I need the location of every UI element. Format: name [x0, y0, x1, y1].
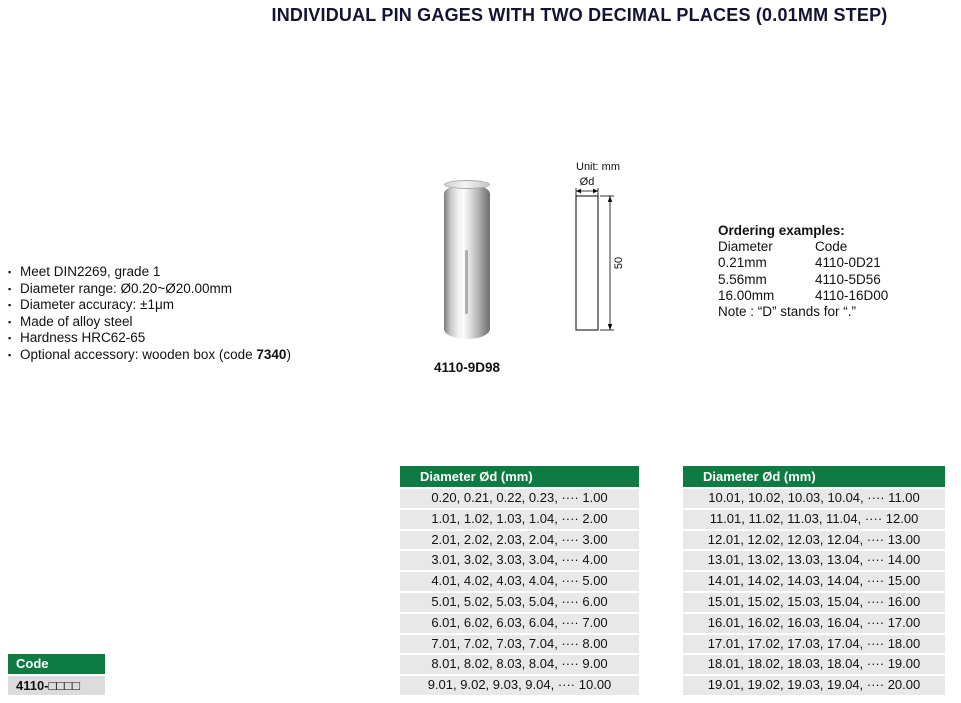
- pin-engraving-mark: [465, 250, 468, 314]
- table-row: 16.01, 16.02, 16.03, 16.04, ···· 17.00: [683, 614, 945, 633]
- feature-item: [8, 314, 291, 331]
- table-row: 3.01, 3.02, 3.03, 3.04, ···· 4.00: [400, 551, 639, 570]
- feature-text: [20, 347, 291, 364]
- table-row: 1.01, 1.02, 1.03, 1.04, ···· 2.00: [400, 510, 639, 529]
- table-row: 8.01, 8.02, 8.03, 8.04, ···· 9.00: [400, 655, 639, 674]
- table-row: 9.01, 9.02, 9.03, 9.04, ···· 10.00: [400, 676, 639, 695]
- table-header: Diameter Ød (mm): [683, 466, 945, 487]
- ordering-examples: [718, 223, 888, 320]
- unit-label: Unit: mm: [576, 161, 620, 173]
- bullet-square-icon: ▪: [8, 349, 12, 360]
- ordering-note: Note : “D” stands for “.”: [718, 304, 857, 320]
- ordering-col-code: Code: [815, 239, 848, 255]
- ordering-header-row: [718, 239, 888, 255]
- table-row: 7.01, 7.02, 7.03, 7.04, ···· 8.00: [400, 635, 639, 654]
- bullet-square-icon: ▪: [8, 283, 12, 294]
- feature-text: Hardness HRC62-65: [20, 330, 146, 345]
- dimension-diagram: [558, 158, 636, 348]
- ordering-row: [718, 272, 888, 288]
- feature-item: [8, 281, 291, 298]
- code-box-header: Code: [8, 654, 105, 674]
- table-row: 2.01, 2.02, 2.03, 2.04, ···· 3.00: [400, 531, 639, 550]
- ordering-col-diameter: Diameter: [718, 239, 773, 255]
- pin-top-face: [444, 180, 490, 189]
- table-row: 13.01, 13.02, 13.03, 13.04, ···· 14.00: [683, 551, 945, 570]
- ordering-diameter: 16.00mm: [718, 287, 775, 303]
- feature-text: Diameter range: Ø0.20~Ø20.00mm: [20, 280, 232, 296]
- ordering-row: [718, 255, 888, 271]
- product-code-label: 4110-9D98: [433, 360, 501, 375]
- feature-text-prefix: Optional accessory: wooden box (code: [20, 346, 257, 362]
- bullet-square-icon: ▪: [8, 267, 12, 277]
- bullet-square-icon: ▪: [8, 333, 12, 343]
- feature-text-bold: 7340: [256, 346, 287, 362]
- ordering-code: 4110-0D21: [815, 255, 881, 271]
- feature-item: [8, 264, 291, 281]
- table-row: 15.01, 15.02, 15.03, 15.04, ···· 16.00: [683, 593, 945, 612]
- ordering-code: 4110-5D56: [815, 271, 881, 287]
- table-row: 11.01, 11.02, 11.03, 11.04, ···· 12.00: [683, 510, 945, 529]
- table-row: 14.01, 14.02, 14.03, 14.04, ···· 15.00: [683, 572, 945, 591]
- table-row: 0.20, 0.21, 0.22, 0.23, ···· 1.00: [400, 489, 639, 508]
- features-list: [8, 264, 291, 363]
- page-title: INDIVIDUAL PIN GAGES WITH TWO DECIMAL PLACES (0.01MM STEP): [271, 5, 888, 25]
- table-row: 4.01, 4.02, 4.03, 4.04, ···· 5.00: [400, 572, 639, 591]
- feature-item: [8, 347, 291, 364]
- code-box: [8, 654, 105, 695]
- ordering-diameter: 0.21mm: [718, 255, 767, 271]
- feature-text-suffix: ): [286, 346, 291, 362]
- feature-text: Made of alloy steel: [20, 313, 133, 329]
- table-row: 18.01, 18.02, 18.03, 18.04, ···· 19.00: [683, 655, 945, 674]
- ordering-code: 4110-16D00: [815, 287, 889, 303]
- bullet-square-icon: ▪: [8, 300, 12, 310]
- feature-item: [8, 297, 291, 314]
- diameter-table-right: [683, 466, 945, 695]
- diameter-table-left: [400, 466, 639, 695]
- diameter-dim-label: Ød: [579, 176, 595, 188]
- table-row: 10.01, 10.02, 10.03, 10.04, ···· 11.00: [683, 489, 945, 508]
- ordering-diameter: 5.56mm: [718, 271, 767, 287]
- table-body: [400, 489, 639, 695]
- ordering-title: Ordering examples:: [718, 223, 845, 238]
- feature-text: Meet DIN2269, grade 1: [20, 264, 161, 279]
- table-row: 17.01, 17.02, 17.03, 17.04, ···· 18.00: [683, 635, 945, 654]
- bullet-square-icon: ▪: [8, 316, 12, 327]
- table-row: 6.01, 6.02, 6.03, 6.04, ···· 7.00: [400, 614, 639, 633]
- table-body: [683, 489, 945, 695]
- table-header: Diameter Ød (mm): [400, 466, 639, 487]
- length-dim-label: 50: [613, 256, 625, 270]
- pin-outline-rect: [576, 196, 598, 330]
- feature-text: Diameter accuracy: ±1μm: [20, 297, 174, 312]
- table-row: 12.01, 12.02, 12.03, 12.04, ···· 13.00: [683, 531, 945, 550]
- ordering-row: [718, 288, 888, 304]
- pin-gage-image: [444, 180, 490, 339]
- table-row: 19.01, 19.02, 19.03, 19.04, ···· 20.00: [683, 676, 945, 695]
- code-box-value: 4110-□□□□: [8, 676, 105, 695]
- feature-item: [8, 330, 291, 347]
- table-row: 5.01, 5.02, 5.03, 5.04, ···· 6.00: [400, 593, 639, 612]
